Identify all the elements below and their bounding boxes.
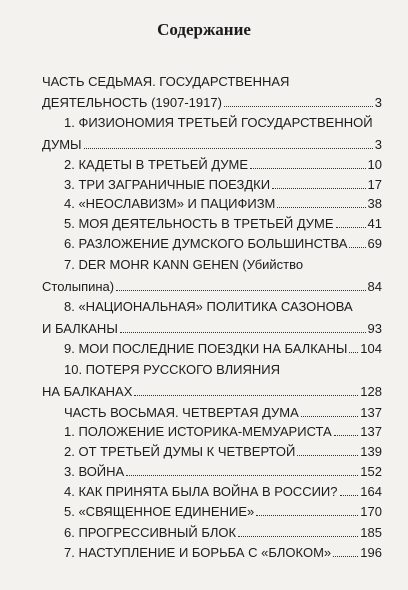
toc-leader-dots <box>277 193 365 208</box>
toc-leader-dots <box>250 154 365 169</box>
toc-page-number: 93 <box>367 321 382 336</box>
toc-entry-text: 1. ПОЛОЖЕНИЕ ИСТОРИКА-МЕМУАРИСТА <box>64 424 332 439</box>
toc-leader-dots <box>238 522 358 537</box>
toc-entry-text: И БАЛКАНЫ <box>42 321 118 336</box>
toc-entry-text: ДЕЯТЕЛЬНОСТЬ (1907-1917) <box>42 95 222 110</box>
toc-page-number: 196 <box>360 545 382 560</box>
toc-row <box>64 193 382 213</box>
toc-entry-text: 2. ОТ ТРЕТЬЕЙ ДУМЫ К ЧЕТВЕРТОЙ <box>64 444 296 459</box>
toc-leader-dots <box>116 276 365 291</box>
toc-row <box>64 402 382 422</box>
toc-page-number: 128 <box>360 384 382 399</box>
toc-row <box>64 461 382 481</box>
toc-entry-text: 1. ФИЗИОНОМИЯ ТРЕТЬЕЙ ГОСУДАРСТВЕННОЙ <box>64 115 373 130</box>
toc-entry-text: 5. МОЯ ДЕЯТЕЛЬНОСТЬ В ТРЕТЬЕЙ ДУМЕ <box>64 216 334 231</box>
toc-leader-dots <box>340 481 359 496</box>
toc-entry-text: 5. «СВЯЩЕННОЕ ЕДИНЕНИЕ» <box>64 504 255 519</box>
toc-row <box>42 318 382 338</box>
toc-leader-dots <box>334 421 359 436</box>
toc-entry-text: ДУМЫ <box>42 137 82 152</box>
toc-page-number: 137 <box>360 424 382 439</box>
toc-row <box>64 360 382 380</box>
toc-page-number: 185 <box>360 525 382 540</box>
toc-leader-dots <box>126 461 358 476</box>
toc-page-number: 164 <box>360 484 382 499</box>
toc-row <box>64 421 382 441</box>
toc-page-number: 84 <box>367 279 382 294</box>
toc-entry-text: 8. «НАЦИОНАЛЬНАЯ» ПОЛИТИКА САЗОНОВА <box>64 299 353 314</box>
toc-entry-text: 4. «НЕОСЛАВИЗМ» И ПАЦИФИЗМ <box>64 196 276 211</box>
toc-row <box>64 441 382 461</box>
toc-row <box>64 297 382 317</box>
toc-page-number: 137 <box>360 405 382 420</box>
toc-page-number: 104 <box>360 341 382 356</box>
toc-entry-text: НА БАЛКАНАХ <box>42 384 133 399</box>
toc-page-number: 3 <box>374 137 382 152</box>
toc-entry-text: 3. ВОЙНА <box>64 464 125 479</box>
toc-leader-dots <box>256 501 358 516</box>
toc-page-number: 41 <box>367 216 382 231</box>
toc-entry-text: 9. МОИ ПОСЛЕДНИЕ ПОЕЗДКИ НА БАЛКАНЫ <box>64 341 348 356</box>
toc-row <box>64 501 382 521</box>
toc-leader-dots <box>224 92 373 107</box>
toc-entry-text: 7. DER MOHR KANN GEHEN (Убийство <box>64 257 304 272</box>
toc-row <box>64 113 382 133</box>
toc-row <box>64 522 382 542</box>
toc-row <box>42 134 382 154</box>
toc-leader-dots <box>301 402 359 417</box>
toc-leader-dots <box>297 441 358 456</box>
toc-entry-text: 3. ТРИ ЗАГРАНИЧНЫЕ ПОЕЗДКИ <box>64 177 271 192</box>
toc-page-number: 38 <box>367 196 382 211</box>
toc-row <box>42 276 382 296</box>
toc-page-number: 139 <box>360 444 382 459</box>
toc-leader-dots <box>349 338 358 353</box>
toc-row <box>42 381 382 401</box>
toc-page-number: 170 <box>360 504 382 519</box>
toc-leader-dots <box>84 134 373 149</box>
toc-row <box>64 338 382 358</box>
toc-leader-dots <box>333 542 358 557</box>
toc-row <box>42 92 382 112</box>
toc-leader-dots <box>349 233 365 248</box>
toc-row <box>64 154 382 174</box>
toc-entry-text: 7. НАСТУПЛЕНИЕ И БОРЬБА С «БЛОКОМ» <box>64 545 332 560</box>
toc-page-number: 17 <box>367 177 382 192</box>
toc-entry-text: 6. РАЗЛОЖЕНИЕ ДУМСКОГО БОЛЬШИНСТВА <box>64 236 348 251</box>
toc-leader-dots <box>336 213 366 228</box>
toc-page-number: 10 <box>367 157 382 172</box>
toc-row <box>64 213 382 233</box>
toc-leader-dots <box>134 381 358 396</box>
toc-leader-dots <box>120 318 366 333</box>
toc-entry-text: ЧАСТЬ СЕДЬМАЯ. ГОСУДАРСТВЕННАЯ <box>42 74 290 89</box>
toc-entry-text: 4. КАК ПРИНЯТА БЫЛА ВОЙНА В РОССИИ? <box>64 484 338 499</box>
toc-row <box>64 255 382 275</box>
toc-row <box>64 542 382 562</box>
toc-entry-text: ЧАСТЬ ВОСЬМАЯ. ЧЕТВЕРТАЯ ДУМА <box>64 405 299 420</box>
page-title: Содержание <box>157 20 251 39</box>
toc-page-number: 152 <box>360 464 382 479</box>
toc-page-number: 3 <box>374 95 382 110</box>
toc-entry-text: 10. ПОТЕРЯ РУССКОГО ВЛИЯНИЯ <box>64 362 281 377</box>
toc-page-number: 69 <box>367 236 382 251</box>
toc-leader-dots <box>272 174 365 189</box>
toc-row <box>42 72 382 92</box>
toc-row <box>64 233 382 253</box>
toc-row <box>64 481 382 501</box>
toc-entry-text: 6. ПРОГРЕССИВНЫЙ БЛОК <box>64 525 237 540</box>
toc-entry-text: Столыпина) <box>42 279 115 294</box>
toc-entry-text: 2. КАДЕТЫ В ТРЕТЬЕЙ ДУМЕ <box>64 157 249 172</box>
toc-row <box>64 174 382 194</box>
